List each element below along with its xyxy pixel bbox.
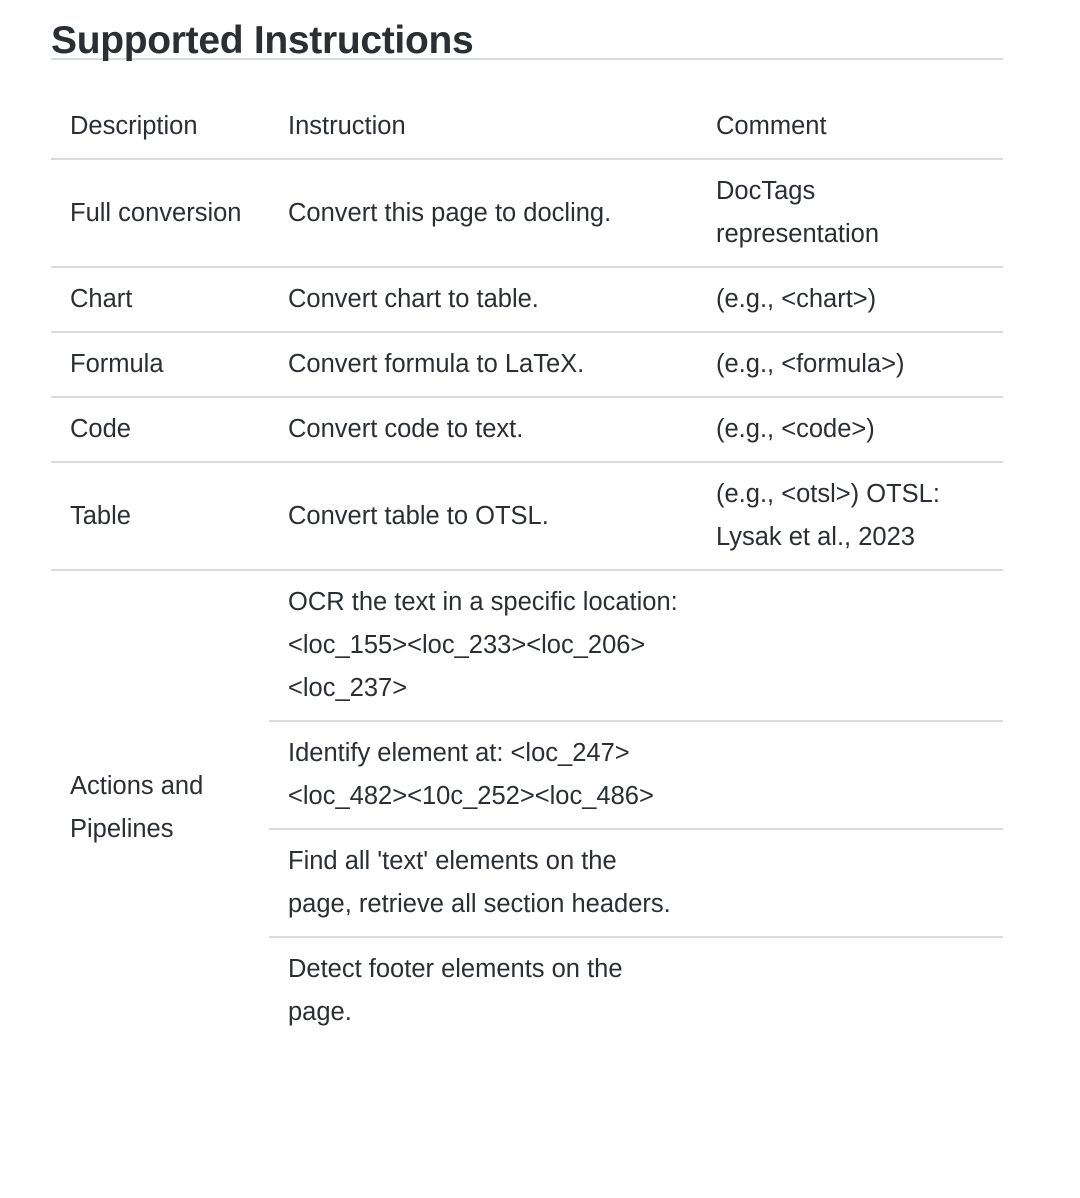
table-header-row (51, 100, 1003, 159)
column-header-description: Description (70, 112, 198, 140)
cell-comment: (e.g., <chart>) (697, 267, 1003, 332)
cell-instruction: Convert code to text. (269, 397, 697, 462)
cell-comment: (e.g., <code>) (697, 397, 1003, 462)
table-row (51, 397, 1003, 462)
cell-comment: DocTags representation (697, 159, 1003, 267)
cell-description-actions: Actions and Pipelines (51, 570, 269, 1044)
document-page (51, 0, 1003, 1044)
cell-comment (697, 570, 1003, 721)
cell-comment: (e.g., <formula>) (697, 332, 1003, 397)
column-header-instruction: Instruction (288, 112, 406, 140)
table-row (51, 462, 1003, 570)
table-row (51, 159, 1003, 267)
cell-instruction: Convert chart to table. (269, 267, 697, 332)
cell-description: Code (51, 397, 269, 462)
cell-instruction: Identify element at: <loc_247><loc_482><10c_252><loc_486> (269, 721, 697, 829)
table-row (51, 267, 1003, 332)
cell-comment (697, 937, 1003, 1044)
table-row (51, 570, 1003, 721)
cell-description: Chart (51, 267, 269, 332)
cell-description: Full conversion (51, 159, 269, 267)
table-row (51, 332, 1003, 397)
cell-instruction: Convert this page to docling. (269, 159, 697, 267)
cell-description: Table (51, 462, 269, 570)
cell-description: Formula (51, 332, 269, 397)
cell-instruction: Convert formula to LaTeX. (269, 332, 697, 397)
cell-instruction: Find all 'text' elements on the page, retrieve all section headers. (269, 829, 697, 937)
instructions-table (51, 100, 1003, 1044)
cell-comment (697, 829, 1003, 937)
section-heading: Supported Instructions (51, 0, 1003, 60)
cell-instruction: OCR the text in a specific location: <loc_155><loc_233><loc_206><loc_237> (269, 570, 697, 721)
column-header-comment: Comment (716, 112, 827, 140)
cell-instruction: Detect footer elements on the page. (269, 937, 697, 1044)
cell-comment: (e.g., <otsl>) OTSL: Lysak et al., 2023 (697, 462, 1003, 570)
cell-comment (697, 721, 1003, 829)
cell-instruction: Convert table to OTSL. (269, 462, 697, 570)
